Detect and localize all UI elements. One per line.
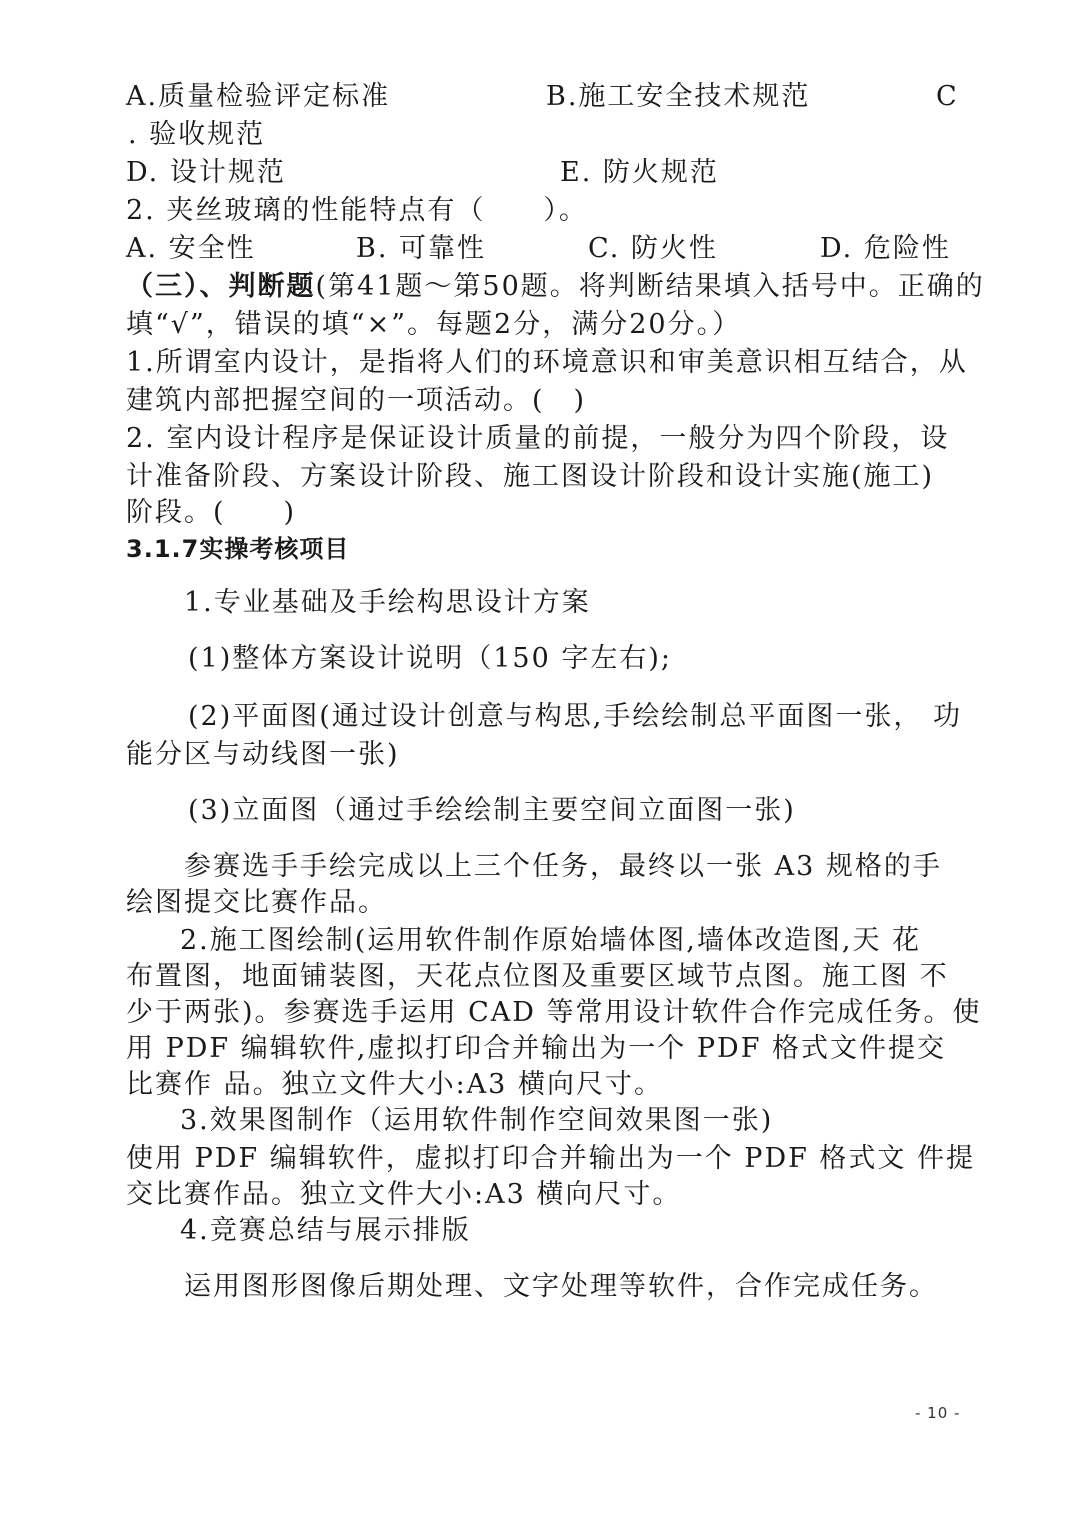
- q2-option-b: B. 可靠性: [356, 233, 487, 264]
- judge-section-intro-1: (第41题～第50题。将判断结果填入括号中。正确的: [315, 271, 985, 302]
- q2-option-c: C. 防火性: [588, 233, 718, 264]
- judge-section-title: （三）、判断题: [126, 271, 316, 302]
- task-2-line-5: 比赛作 品。独立文件大小:A3 横向尺寸。: [126, 1069, 663, 1100]
- judge-section-intro-2: 填“√”，错误的填“×”。每题2分，满分20分。）: [126, 309, 742, 340]
- task-3-title: 3.效果图制作（运用软件制作空间效果图一张): [180, 1105, 774, 1136]
- judge-item-2-line-1: 2. 室内设计程序是保证设计质量的前提，一般分为四个阶段，设: [126, 423, 950, 454]
- task-1-item-1: (1)整体方案设计说明（150 字左右);: [188, 643, 672, 674]
- judge-item-2-line-3: 阶段。( ): [126, 497, 297, 528]
- judge-item-1-line-2: 建筑内部把握空间的一项活动。( ): [126, 385, 587, 416]
- task-3-line-2: 交比赛作品。独立文件大小:A3 横向尺寸。: [126, 1179, 682, 1210]
- task-4-line-1: 运用图形图像后期处理、文字处理等软件，合作完成任务。: [184, 1271, 938, 1302]
- q1-option-a: A.质量检验评定标准: [126, 81, 391, 112]
- task-2-line-3: 少于两张)。参赛选手运用 CAD 等常用设计软件合作完成任务。使: [126, 997, 982, 1028]
- task-2-line-4: 用 PDF 编辑软件,虚拟打印合并输出为一个 PDF 格式文件提交: [126, 1033, 947, 1064]
- practical-heading: 3.1.7实操考核项目: [126, 535, 350, 563]
- q1-option-b: B.施工安全技术规范: [546, 81, 811, 112]
- task-1-item-3: (3)立面图（通过手绘绘制主要空间立面图一张): [188, 795, 796, 826]
- q2-stem: 2. 夹丝玻璃的性能特点有（ ）。: [126, 195, 588, 226]
- judge-item-2-line-2: 计准备阶段、方案设计阶段、施工图设计阶段和设计实施(施工): [126, 461, 935, 492]
- q1-option-e: E. 防火规范: [560, 157, 719, 188]
- judge-section-line: [126, 270, 985, 304]
- task-1-item-2-line-2: 能分区与动线图一张): [126, 739, 400, 770]
- task-4-title: 4.竞赛总结与展示排版: [180, 1215, 471, 1246]
- task-1-title: 1.专业基础及手绘构思设计方案: [184, 587, 591, 618]
- task-1-note-line-2: 绘图提交比赛作品。: [126, 887, 387, 918]
- q2-option-d: D. 危险性: [820, 233, 951, 264]
- task-3-line-1: 使用 PDF 编辑软件，虚拟打印合并输出为一个 PDF 格式文 件提: [126, 1143, 976, 1174]
- q1-option-c-letter: C: [936, 81, 959, 112]
- task-2-line-2: 布置图，地面铺装图，天花点位图及重要区域节点图。施工图 不: [126, 961, 949, 992]
- task-1-item-2-line-1: (2)平面图(通过设计创意与构思,手绘绘制总平面图一张， 功: [188, 701, 962, 732]
- q2-option-a: A. 安全性: [126, 233, 256, 264]
- page-number: - 10 -: [915, 1404, 961, 1422]
- judge-item-1-line-1: 1.所谓室内设计，是指将人们的环境意识和审美意识相互结合，从: [126, 347, 968, 378]
- task-2-line-1: 2.施工图绘制(运用软件制作原始墙体图,墙体改造图,天 花: [180, 925, 922, 956]
- task-1-note-line-1: 参赛选手手绘完成以上三个任务，最终以一张 A3 规格的手: [184, 851, 942, 882]
- q1-option-c-text: . 验收规范: [128, 119, 266, 150]
- q1-option-d: D. 设计规范: [126, 157, 286, 188]
